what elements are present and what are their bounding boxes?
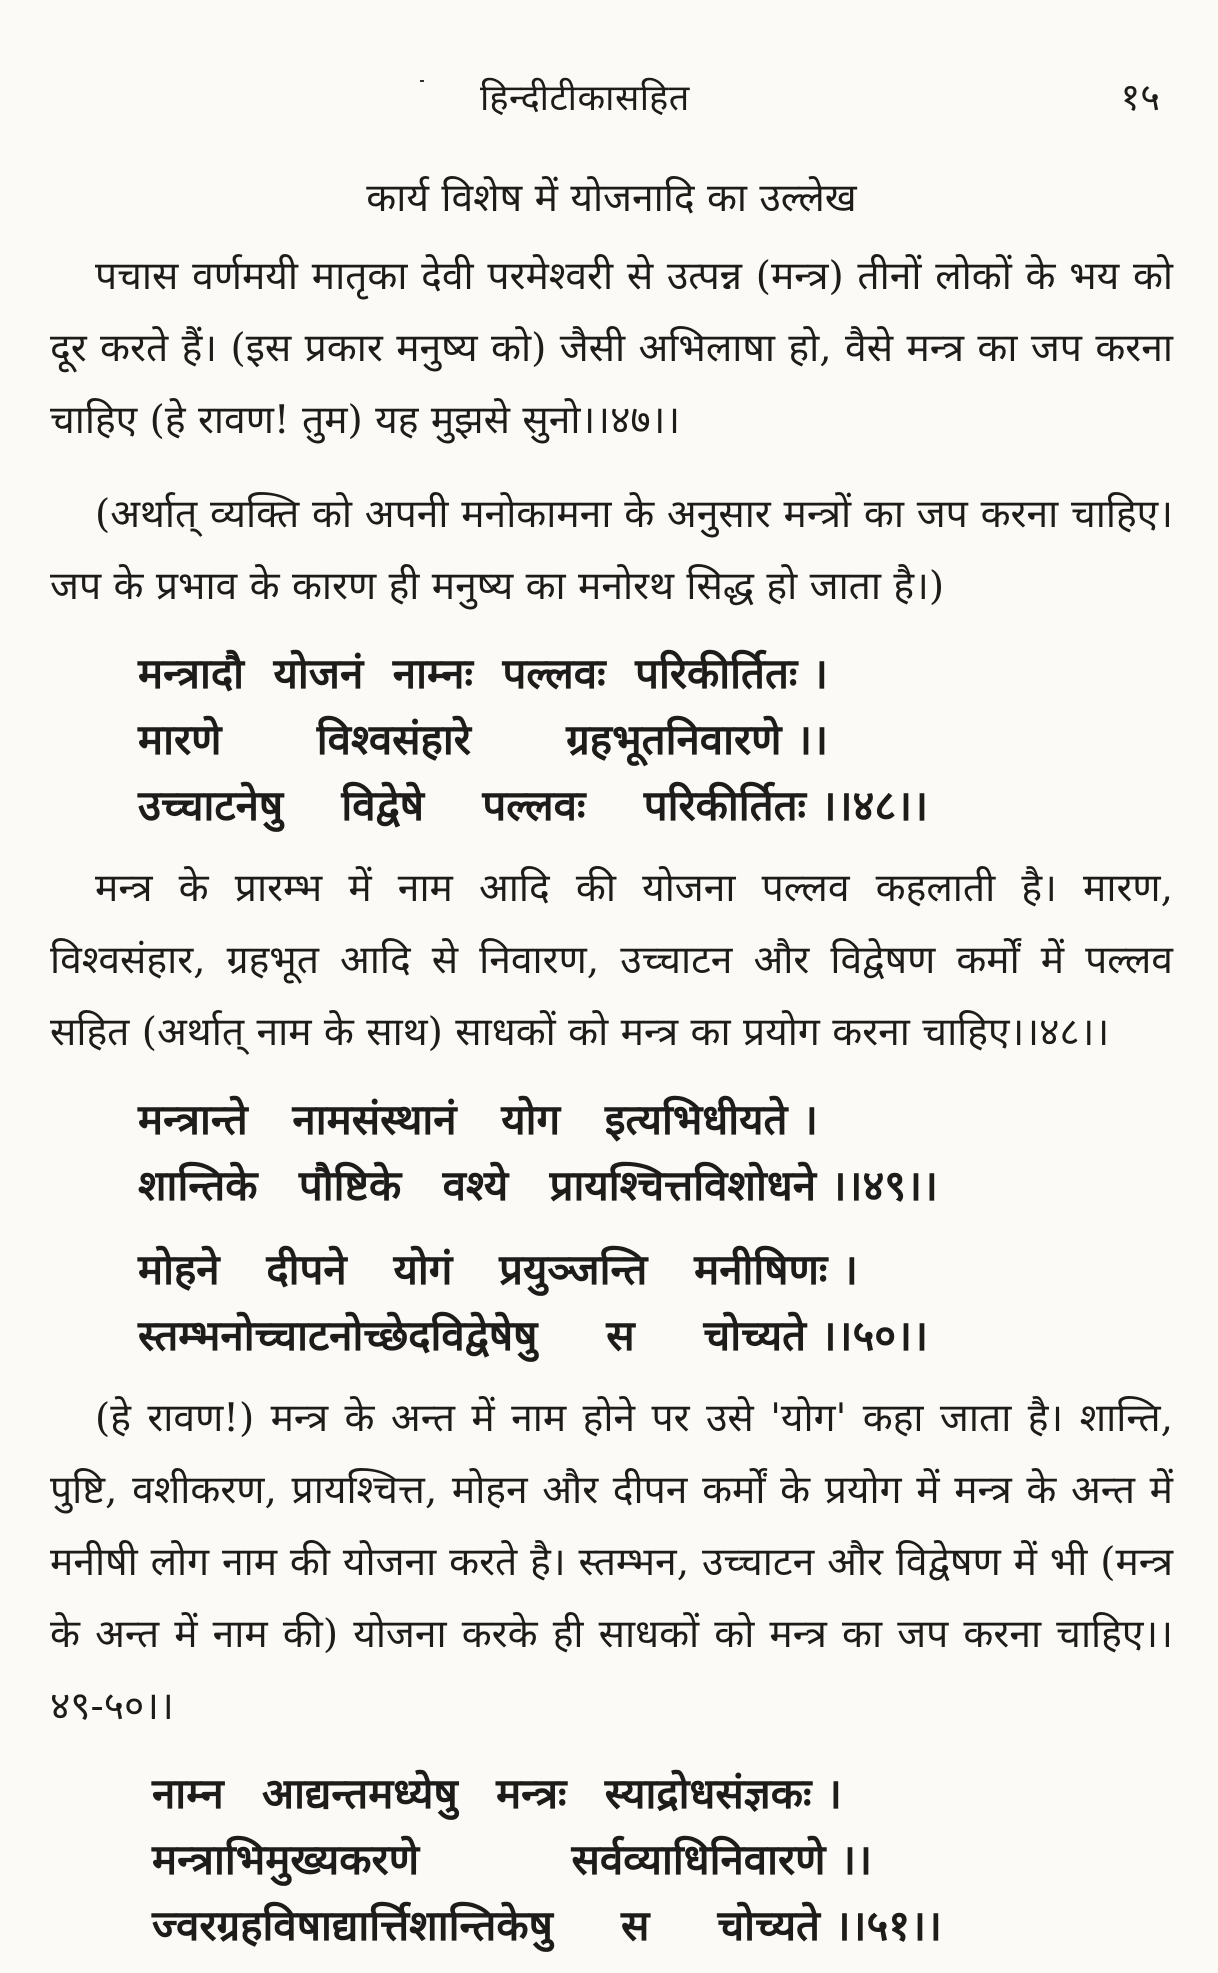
verse-word: परिकीर्तितः ।	[635, 649, 828, 698]
verse-word: ज्वरग्रहविषाद्यार्त्तिशान्तिकेषु	[152, 1901, 553, 1950]
verse-line	[138, 1153, 938, 1219]
verse-word: योगं	[393, 1245, 453, 1294]
verse-word: मन्त्रः	[496, 1769, 567, 1818]
verse-word: चोच्यते ।।५१।।	[717, 1901, 942, 1950]
verse-word: शान्तिके	[138, 1161, 258, 1210]
verse-word: स्तम्भनोच्चाटनोच्छेदविद्वेषेषु	[138, 1311, 538, 1360]
verse-word: स	[621, 1901, 650, 1950]
verse-word: योग	[501, 1095, 561, 1144]
verse-word: नाम्न	[152, 1769, 224, 1818]
verse-word: परिकीर्तितः ।।४८।।	[643, 781, 928, 830]
verse-word: विश्वसंहारे	[316, 715, 471, 764]
verse-word: सर्वव्याधिनिवारणे ।।	[571, 1835, 872, 1884]
verse-line	[152, 1827, 872, 1893]
verse-49	[50, 1087, 1173, 1219]
verse-line	[138, 773, 928, 839]
verse-word: पौष्टिके	[298, 1161, 402, 1210]
verse-line	[138, 1087, 818, 1153]
verse-48	[50, 641, 1173, 839]
verse-word: ग्रहभूतनिवारणे ।।	[566, 715, 828, 764]
verse-word: मन्त्रादौ	[138, 649, 245, 698]
verse-word: मन्त्रान्ते	[138, 1095, 248, 1144]
running-head: हिन्दीटीकासहित	[480, 78, 690, 119]
verse-line	[138, 1237, 858, 1303]
verse-word: मन्त्राभिमुख्यकरणे	[152, 1835, 420, 1884]
verse-word: इत्यभिधीयते ।	[604, 1095, 818, 1144]
verse-line	[152, 1761, 842, 1827]
section-title: कार्य विशेष में योजनादि का उल्लेख	[366, 176, 857, 221]
commentary-note-47: (अर्थात् व्यक्ति को अपनी मनोकामना के अनुसार मन्त्रों का जप करना चाहिए। जप के प्रभाव के कारण ही मनुष्य का मनोरथ सिद्ध हो जाता है।)	[50, 492, 1173, 609]
verse-word: आद्यन्तमध्येषु	[261, 1769, 458, 1818]
verse-word: स्याद्रोधसंज्ञकः ।	[604, 1769, 842, 1818]
verse-51	[50, 1761, 1173, 1959]
verse-word: मोहने	[138, 1245, 220, 1294]
ink-speck	[420, 80, 424, 82]
verse-line	[138, 1303, 928, 1369]
verse-word: स	[606, 1311, 635, 1360]
verse-word: योजनं	[273, 649, 364, 698]
verse-word: पल्लवः	[502, 649, 606, 698]
verse-word: मनीषिणः ।	[694, 1245, 858, 1294]
commentary-paragraph-48: मन्त्र के प्रारम्भ में नाम आदि की योजना पल्लव कहलाती है। मारण, विश्वसंहार, ग्रहभूत आदि से निवारण, उच्चाटन और विद्वेषण कर्मों में पल्लव सहित (अर्थात् नाम के साथ) साधकों को मन्त्र का प्रयोग करना चाहिए।।४८।।	[50, 866, 1173, 1055]
verse-50	[50, 1237, 1173, 1369]
verse-word: चोच्यते ।।५०।।	[703, 1311, 928, 1360]
verse-word: प्रयुञ्जन्ति	[499, 1245, 648, 1294]
verse-word: नाम्नः	[392, 649, 473, 698]
verse-word: दीपने	[266, 1245, 347, 1294]
verse-word: पल्लवः	[482, 781, 586, 830]
verse-word: नामसंस्थानं	[292, 1095, 457, 1144]
verse-word: मारणे	[138, 715, 222, 764]
commentary-paragraph-47: पचास वर्णमयी मातृका देवी परमेश्वरी से उत्पन्न (मन्त्र) तीनों लोकों के भय को दूर करते हैं। (इस प्रकार मनुष्य को) जैसी अभिलाषा हो, वैसे मन्त्र का जप करना चाहिए (हे रावण! तुम) यह मुझसे सुनो।।४७।।	[50, 254, 1173, 443]
verse-line	[138, 707, 828, 773]
page-number: १५	[1120, 75, 1160, 119]
page-content	[50, 170, 1173, 1973]
verse-word: उच्चाटनेषु	[138, 781, 284, 830]
verse-line	[152, 1893, 942, 1959]
verse-word: विद्वेषे	[341, 781, 425, 830]
verse-line	[138, 641, 828, 707]
commentary-paragraph-49-50: (हे रावण!) मन्त्र के अन्त में नाम होने पर उसे 'योग' कहा जाता है। शान्ति, पुष्टि, वशीकरण, प्रायश्चित्त, मोहन और दीपन कर्मों के प्रयोग में मन्त्र के अन्त में मनीषी लोग नाम की योजना करते है। स्तम्भन, उच्चाटन और विद्वेषण में भी (मन्त्र के अन्त में नाम की) योजना करके ही साधकों को मन्त्र का जप करना चाहिए।।४९-५०।।	[50, 1396, 1173, 1729]
verse-word: वश्ये	[442, 1161, 509, 1210]
verse-word: प्रायश्चित्तविशोधने ।।४९।।	[549, 1161, 938, 1210]
